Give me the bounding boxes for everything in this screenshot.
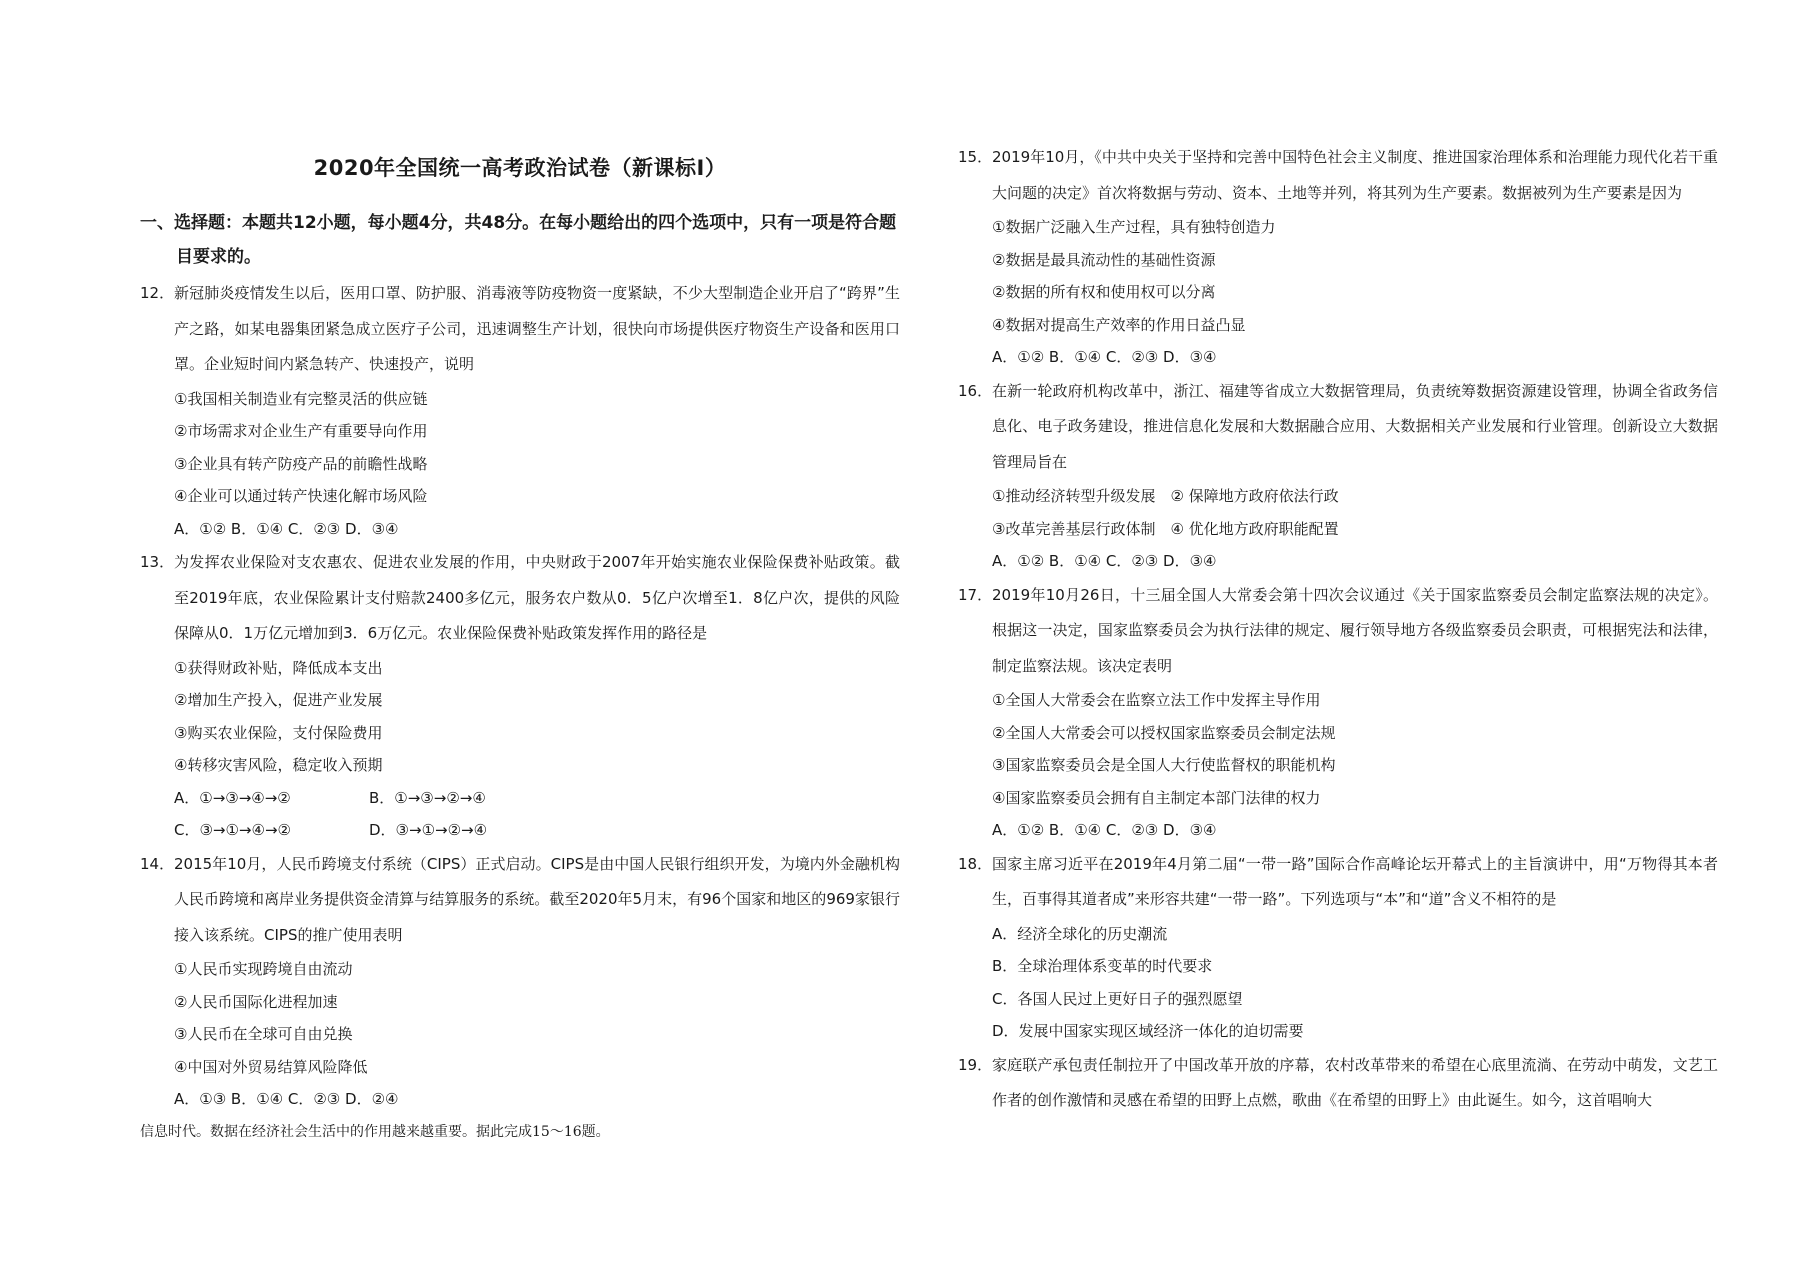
question-stem: 2019年10月，《中共中央关于坚持和完善中国特色社会主义制度、推进国家治理体系和治理能力现代化若干重大问题的决定》首次将数据与劳动、资本、土地等并列，将其列为生产要素。数据被列为生产要素是因为	[992, 148, 1718, 202]
statement: ①人民币实现跨境自由流动	[174, 960, 353, 978]
statement: ②市场需求对企业生产有重要导向作用	[174, 422, 428, 440]
question-18	[958, 847, 1718, 1048]
option-b: B．全球治理体系变革的时代要求	[992, 957, 1213, 975]
question-stem: 家庭联产承包责任制拉开了中国改革开放的序幕，农村改革带来的希望在心底里流淌、在劳动中萌发，文艺工作者的创作激情和灵感在希望的田野上点燃，歌曲《在希望的田野上》由此诞生。如今，这首唱响大	[992, 1055, 1718, 1109]
statement: ②增加生产投入，促进产业发展	[174, 691, 383, 709]
option-d: D．发展中国家实现区域经济一体化的迫切需要	[992, 1022, 1304, 1040]
question-number: 17．	[958, 585, 993, 604]
question-number: 13．	[140, 553, 175, 571]
statement: ③人民币在全球可自由兑换	[174, 1025, 353, 1043]
answer-options: A．①② B．①④ C．②③ D．③④	[992, 552, 1217, 570]
question-number: 19．	[958, 1055, 993, 1074]
statement: ②人民币国际化进程加速	[174, 992, 338, 1011]
answer-options-row	[140, 814, 900, 847]
statement: ②数据的所有权和使用权可以分离	[992, 283, 1216, 301]
section-heading: 一、选择题：本题共12小题，每小题4分，共48分。在每小题给出的四个选项中，只有一项是符合题目要求的。	[140, 213, 897, 267]
statement: ④转移灾害风险，稳定收入预期	[174, 756, 383, 774]
statement: ②全国人大常委会可以授权国家监察委员会制定法规	[992, 723, 1336, 742]
statement: ④数据对提高生产效率的作用日益凸显	[992, 315, 1246, 334]
question-stem: 2019年10月26日，十三届全国人大常委会第十四次会议通过《关于国家监察委员会制定监察法规的决定》。根据这一决定，国家监察委员会为执行法律的规定、履行领导地方各级监察委员会职责，可根据宪法和法律，制定监察法规。该决定表明	[992, 585, 1718, 675]
right-column	[958, 140, 1718, 1119]
page-title: 2020年全国统一高考政治试卷（新课标Ⅰ）	[313, 156, 727, 180]
statement: ③购买农业保险，支付保险费用	[174, 723, 383, 742]
question-stem: 在新一轮政府机构改革中，浙江、福建等省成立大数据管理局，负责统筹数据资源建设管理，协调全省政务信息化、电子政务建设，推进信息化发展和大数据融合应用、大数据相关产业发展和行业管理。创新设立大数据管理局旨在	[992, 381, 1718, 471]
option-a: A．①→③→④→②	[174, 788, 291, 807]
question-13	[140, 545, 900, 847]
answer-options-row	[140, 782, 900, 815]
statement: ④企业可以通过转产快速化解市场风险	[174, 487, 428, 505]
answer-options: A．①② B．①④ C．②③ D．③④	[992, 821, 1217, 839]
option-d: D．③→①→②→④	[369, 821, 488, 839]
question-15	[958, 140, 1718, 374]
left-column	[140, 140, 900, 1148]
answer-options: A．①② B．①④ C．②③ D．③④	[174, 519, 399, 538]
option-b: B．①→③→②→④	[369, 788, 486, 807]
answer-options: A．①③ B．①④ C．②③ D．②④	[174, 1090, 399, 1108]
question-number: 15．	[958, 148, 993, 166]
option-a: A．经济全球化的历史潮流	[992, 924, 1168, 943]
option-c: C．③→①→④→②	[174, 821, 291, 839]
statement: ①全国人大常委会在监察立法工作中发挥主导作用	[992, 691, 1321, 709]
statement: ③国家监察委员会是全国人大行使监督权的职能机构	[992, 756, 1336, 774]
answer-options: A．①② B．①④ C．②③ D．③④	[992, 348, 1217, 366]
question-number: 12．	[140, 284, 175, 302]
statement: ③企业具有转产防疫产品的前瞻性战略	[174, 454, 428, 473]
question-14	[140, 847, 900, 1116]
statement: ③改革完善基层行政体制 ④ 优化地方政府职能配置	[992, 519, 1339, 538]
question-17	[958, 578, 1718, 847]
statement: ①推动经济转型升级发展 ② 保障地方政府依法行政	[992, 487, 1339, 505]
statement: ④国家监察委员会拥有自主制定本部门法律的权力	[992, 788, 1321, 807]
question-stem: 新冠肺炎疫情发生以后，医用口罩、防护服、消毒液等防疫物资一度紧缺，不少大型制造企业开启了“跨界”生产之路，如某电器集团紧急成立医疗子公司，迅速调整生产计划，很快向市场提供医疗物资生产设备和医用口罩。企业短时间内紧急转产、快速投产，说明	[174, 284, 900, 373]
statement: ②数据是最具流动性的基础性资源	[992, 250, 1216, 269]
question-number: 14．	[140, 854, 175, 873]
question-stem: 为发挥农业保险对支农惠农、促进农业发展的作用，中央财政于2007年开始实施农业保险保费补贴政策。截至2019年底，农业保险累计支付赔款2400多亿元，服务农户数从0．5亿户次增至1．8亿户次，提供的风险保障从0．1万亿元增加到3．6万亿元。农业保险保费补贴政策发挥作用的路径是	[174, 553, 900, 642]
option-c: C．各国人民过上更好日子的强烈愿望	[992, 989, 1243, 1008]
statement: ①获得财政补贴，降低成本支出	[174, 658, 383, 677]
statement: ①数据广泛融入生产过程，具有独特创造力	[992, 218, 1276, 236]
question-stem: 国家主席习近平在2019年4月第二届“一带一路”国际合作高峰论坛开幕式上的主旨演讲中，用“万物得其本者生，百事得其道者成”来形容共建“一带一路”。下列选项与“本”和“道”含义不相符的是	[992, 854, 1718, 908]
question-number: 16．	[958, 381, 993, 400]
question-12	[140, 276, 900, 545]
statement: ④中国对外贸易结算风险降低	[174, 1057, 368, 1076]
question-19	[958, 1048, 1718, 1119]
material-note: 信息时代。数据在经济社会生活中的作用越来越重要。据此完成15～16题。	[140, 1123, 610, 1140]
statement: ①我国相关制造业有完整灵活的供应链	[174, 389, 428, 408]
question-stem: 2015年10月，人民币跨境支付系统（CIPS）正式启动。CIPS是由中国人民银行组织开发，为境内外金融机构人民币跨境和离岸业务提供资金清算与结算服务的系统。截至2020年5月末，有96个国家和地区的969家银行接入该系统。CIPS的推广使用表明	[174, 854, 900, 944]
question-number: 18．	[958, 854, 993, 873]
question-16	[958, 374, 1718, 578]
